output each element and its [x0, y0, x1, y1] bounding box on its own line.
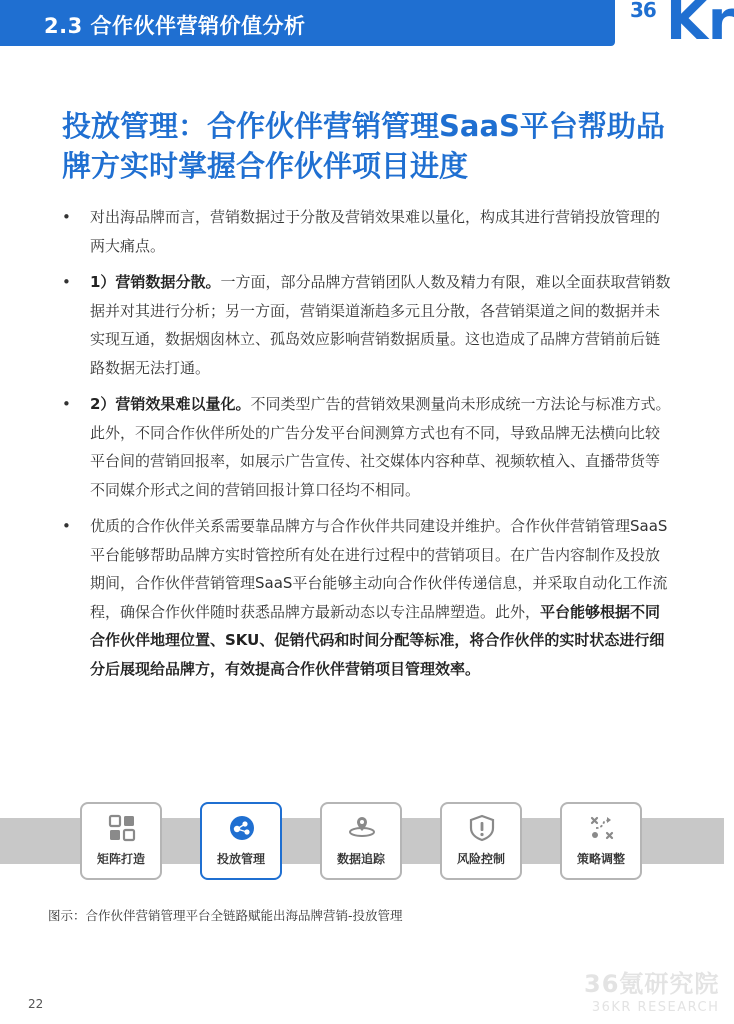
- bullet-item: [62, 203, 672, 260]
- card-data-tracking: [320, 802, 402, 880]
- bullet-bold-tail: 平台能够根据不同合作伙伴地理位置、SKU、促销代码和时间分配等标准，将合作伙伴的实时状态进行细分后展现给品牌方，有效提高合作伙伴营销项目管理效率。: [90, 602, 665, 678]
- strategy-icon: [588, 814, 616, 842]
- card-label: 风险控制: [456, 852, 505, 866]
- network-nodes-icon: [228, 814, 256, 842]
- card-label: 策略调整: [576, 852, 625, 866]
- card-risk-control: [440, 802, 522, 880]
- bullet-marker: •: [62, 517, 71, 535]
- bullet-list: [62, 203, 672, 691]
- watermark-cn: 36氪研究院: [584, 970, 720, 998]
- figure-caption: 图示：合作伙伴营销管理平台全链路赋能出海品牌营销-投放管理: [48, 908, 403, 923]
- research-watermark: [584, 964, 719, 1015]
- bullet-text: 对出海品牌而言，营销数据过于分散及营销效果难以量化，构成其进行营销投放管理的两大痛点。: [90, 208, 661, 255]
- watermark-en: 36KR RESEARCH: [591, 1000, 720, 1015]
- page-heading: 投放管理：合作伙伴营销管理SaaS平台帮助品牌方实时掌握合作伙伴项目进度: [62, 109, 665, 183]
- bullet-bold-lead: 2）营销效果难以量化。: [90, 395, 251, 413]
- grid-matrix-icon: [108, 814, 136, 842]
- card-delivery-management: [200, 802, 282, 880]
- page-number: 22: [28, 997, 44, 1011]
- bullet-item: [62, 390, 672, 504]
- bullet-marker: •: [62, 208, 71, 226]
- bullet-text: 不同类型广告的营销效果测量尚未形成统一方法论与标准方式。此外，不同合作伙伴所处的广告分发平台间测算方式也有不同，导致品牌无法横向比较平台间的营销回报率，如展示广告宣传、社交媒体内容种草、视频软植入、直播带货等不同媒介形式之间的营销回报计算口径均不相同。: [90, 395, 671, 499]
- card-label: 矩阵打造: [96, 852, 145, 866]
- shield-alert-icon: [468, 814, 496, 842]
- section-header-bar: [0, 0, 615, 46]
- card-matrix: [80, 802, 162, 880]
- figure-card-row: [80, 802, 640, 882]
- logo-number: 36: [630, 0, 656, 22]
- brand-logo: [628, 0, 734, 52]
- bullet-bold-lead: 1）营销数据分散。: [90, 273, 221, 291]
- card-label: 数据追踪: [336, 852, 385, 866]
- bullet-marker: •: [62, 395, 71, 413]
- bullet-marker: •: [62, 273, 71, 291]
- bullet-item: [62, 268, 672, 382]
- logo-letters: Kr: [666, 0, 734, 52]
- section-title: 2.3 合作伙伴营销价值分析: [44, 14, 306, 38]
- card-label: 投放管理: [216, 852, 265, 866]
- bullet-text: 一方面，部分品牌方营销团队人数及精力有限，难以全面获取营销数据并对其进行分析；另一方面，营销渠道渐趋多元且分散，各营销渠道之间的数据并未实现互通，数据烟囱林立、孤岛效应影响营销数据质量。这也造成了品牌方营销前后链路数据无法打通。: [90, 273, 671, 377]
- data-tracking-icon: [348, 814, 376, 842]
- card-strategy-adjust: [560, 802, 642, 880]
- bullet-text: 优质的合作伙伴关系需要靠品牌方与合作伙伴共同建设并维护。合作伙伴营销管理SaaS平台能够帮助品牌方实时管控所有处在进行过程中的营销项目。在广告内容制作及投放期间，合作伙伴营销管理SaaS平台能够主动向合作伙伴传递信息，并采取自动化工作流程，确保合作伙伴随时获悉品牌方最新动态以专注品牌塑造。此外，: [90, 517, 668, 621]
- bullet-item: [62, 512, 672, 683]
